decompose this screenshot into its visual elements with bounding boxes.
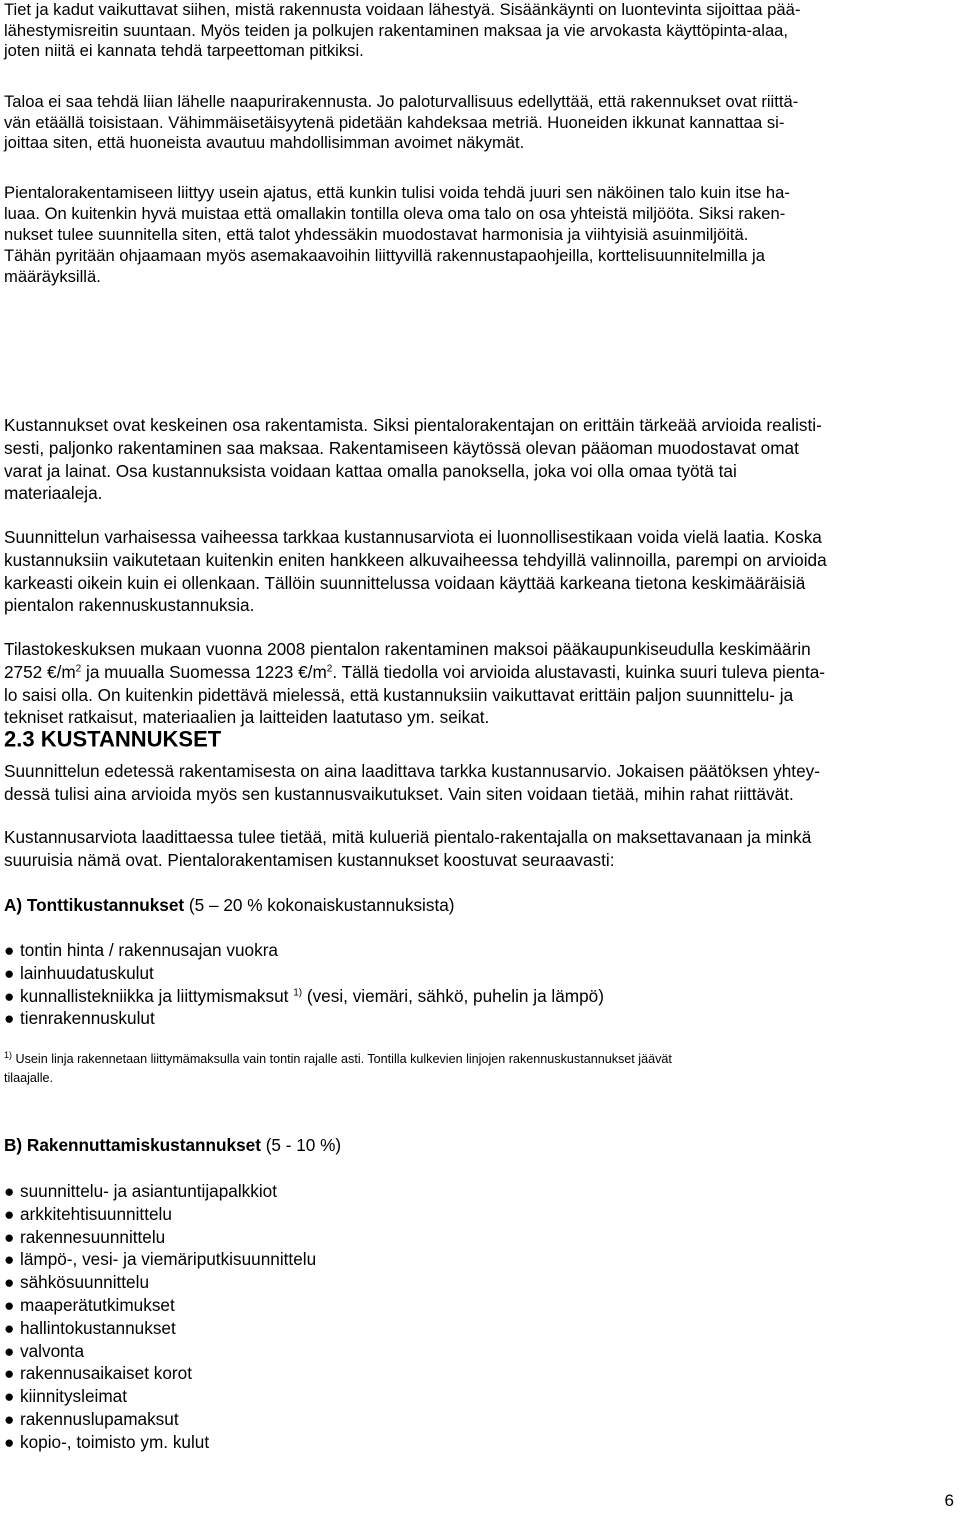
- bullet-icon: ●: [4, 1203, 15, 1224]
- list-item-label: tienrakennuskulut: [20, 1008, 155, 1029]
- section-heading: 2.3 KUSTANNUKSET: [4, 726, 222, 752]
- list-item: [4, 1203, 316, 1226]
- text-line: dessä tulisi aina arvioida myös sen kustannusvaikutukset. Vain siten voidaan tietää, mihin rahat riittävät.: [4, 783, 794, 804]
- section-b-note: (5 - 10 %): [260, 1135, 342, 1155]
- text-line: joten niitä ei kannata tehdä tarpeettoman pitkiksi.: [4, 41, 364, 61]
- paragraph-accurate-estimate: [4, 760, 820, 806]
- list-item-label: sähkösuunnittelu: [20, 1272, 149, 1293]
- section-a-heading: [4, 894, 455, 917]
- list-item-label: rakennuslupamaksut: [20, 1408, 179, 1429]
- text-line: joittaa siten, että huoneista avautuu mahdollisimman avoimet näkymät.: [4, 133, 525, 153]
- superscript: 2: [75, 663, 82, 675]
- list-item: [4, 1294, 316, 1317]
- paragraph-costs-intro: [4, 414, 822, 505]
- price-capital: 2752 €/m: [4, 661, 76, 682]
- section-b-title: B) Rakennuttamiskustannukset: [4, 1135, 261, 1155]
- list-item-label: rakennesuunnittelu: [20, 1226, 166, 1247]
- list-item-label: arkkitehtisuunnittelu: [20, 1203, 172, 1224]
- text-line: Tähän pyritään ohjaamaan myös asemakaavoihin liittyvillä rakennustapaohjeilla, korttelisuunnitelmilla ja: [4, 246, 765, 265]
- list-item: [4, 1007, 604, 1030]
- section-b-list: [4, 1180, 316, 1454]
- section-b-heading: [4, 1134, 341, 1157]
- section-a-note: (5 – 20 % kokonaiskustannuksista): [184, 895, 455, 915]
- list-item-label: valvonta: [20, 1340, 85, 1361]
- text-line: määräyksillä.: [4, 267, 101, 286]
- footnote-text: tilaajalle.: [4, 1071, 54, 1085]
- text-span: ja muualla Suomessa 1223 €/m: [81, 661, 327, 682]
- text-line: Pientalorakentamiseen liittyy usein ajatus, että kunkin tulisi voida tehdä juuri sen näköinen talo kuin itse ha-: [4, 183, 790, 202]
- list-item-label: lämpö-, vesi- ja viemäriputkisuunnittelu: [20, 1249, 317, 1270]
- list-item: [4, 1226, 316, 1249]
- text-span: . Tällä tiedolla voi arvioida alustavasti, kuinka suuri tuleva pienta-: [332, 661, 825, 682]
- text-line: vän etäällä toisistaan. Vähimmäisetäisyytenä pidetään kahdeksaa metriä. Huoneiden ikkunat kannattaa si-: [4, 112, 785, 132]
- text-line: luaa. On kuitenkin hyvä muistaa että omallakin tontilla oleva oma talo on osa yhteistä miljööta. Siksi raken-: [4, 204, 786, 223]
- paragraph-access: [4, 0, 800, 62]
- list-item-label: hallintokustannukset: [20, 1317, 176, 1338]
- bullet-icon: ●: [4, 1249, 15, 1270]
- paragraph-harmony: [4, 182, 790, 287]
- list-item-label: (vesi, viemäri, sähkö, puhelin ja lämpö): [302, 985, 604, 1006]
- text-line: varat ja lainat. Osa kustannuksista voidaan kattaa omalla panoksella, joka voi olla omaa työtä tai: [4, 460, 737, 481]
- list-item: [4, 1340, 316, 1363]
- list-item: [4, 1408, 316, 1431]
- page-number: 6: [944, 1491, 954, 1510]
- text-line: [4, 661, 825, 684]
- bullet-icon: ●: [4, 1317, 15, 1338]
- text-line: Suunnittelun varhaisessa vaiheessa tarkkaa kustannusarviota ei luonnollisestikaan voida vielä laatia. Koska: [4, 527, 822, 547]
- bullet-icon: ●: [4, 1431, 15, 1452]
- list-item-label: kunnallistekniikka ja liittymismaksut: [20, 985, 294, 1006]
- list-item-label: lainhuudatuskulut: [20, 962, 154, 983]
- bullet-icon: ●: [4, 1181, 15, 1201]
- list-item-label: tontin hinta / rakennusajan vuokra: [20, 940, 278, 960]
- bullet-icon: ●: [4, 940, 15, 960]
- list-item-label: kiinnitysleimat: [20, 1386, 127, 1407]
- text-line: nukset tulee suunnitella siten, että talot yhdessäkin muodostavat harmonisia ja viihtyisiä asuinmiljöitä.: [4, 225, 749, 244]
- list-item-label: maaperätutkimukset: [20, 1294, 175, 1315]
- text-line: Kustannusarviota laadittaessa tulee tietää, mitä kulueriä pientalo-rakentajalla on maksettavanaan ja minkä: [4, 827, 812, 847]
- list-item: [4, 1248, 316, 1271]
- section-a-list: [4, 939, 604, 1030]
- list-item: [4, 1180, 316, 1203]
- paragraph-statistics: [4, 638, 825, 729]
- text-line: Taloa ei saa tehdä liian lähelle naapurirakennusta. Jo paloturvallisuus edellyttää, että rakennukset ovat riittä-: [4, 92, 799, 111]
- bullet-icon: ●: [4, 1272, 15, 1293]
- footnote-ref: 1): [293, 986, 303, 998]
- list-item: [4, 1317, 316, 1340]
- list-item: [4, 1385, 316, 1408]
- list-item-label: kopio-, toimisto ym. kulut: [20, 1431, 210, 1452]
- text-line: lähestymisreitin suuntaan. Myös teiden ja polkujen rakentaminen maksaa ja vie arvokasta käyttöpinta-alaa,: [4, 20, 789, 40]
- text-line: suuruisia nämä ovat. Pientalorakentamisen kustannukset koostuvat seuraavasti:: [4, 849, 615, 870]
- bullet-icon: ●: [4, 1408, 15, 1429]
- text-line: karkeasti oikein kuin ei ollenkaan. Tällöin suunnittelussa voidaan käyttää karkeana tietona keskimääräisiä: [4, 572, 806, 593]
- text-line: pientalon rakennuskustannuksia.: [4, 595, 255, 616]
- text-line: Kustannukset ovat keskeinen osa rakentamista. Siksi pientalorakentajan on erittäin tärkeää arvioida realisti-: [4, 415, 822, 435]
- footnote-text: Usein linja rakennetaan liittymämaksulla vain tontin rajalle asti. Tontilla kulkevien linjojen rakennuskustannukset jäävät: [12, 1052, 672, 1066]
- list-item: [4, 1431, 316, 1454]
- paragraph-neighbour-distance: [4, 92, 798, 154]
- paragraph-early-estimate: [4, 526, 827, 617]
- bullet-icon: ●: [4, 1226, 15, 1247]
- text-line: Tiet ja kadut vaikuttavat siihen, mistä rakennusta voidaan lähestyä. Sisäänkäynti on luontevinta sijoittaa pää-: [4, 0, 801, 19]
- list-item-label: rakennusaikaiset korot: [20, 1363, 192, 1384]
- footnote: [4, 1050, 672, 1088]
- bullet-icon: ●: [4, 1363, 15, 1384]
- text-line: tekniset ratkaisut, materiaalien ja laitteiden laatutaso ym. seikat.: [4, 707, 490, 728]
- text-line: Suunnittelun edetessä rakentamisesta on aina laadittava tarkka kustannusarvio. Jokaisen päätöksen yhtey-: [4, 761, 820, 781]
- list-item: [4, 1271, 316, 1294]
- text-line: sesti, paljonko rakentaminen saa maksaa. Rakentamiseen käytössä olevan pääoman muodostavat omat: [4, 437, 799, 458]
- list-item-label: suunnittelu- ja asiantuntijapalkkiot: [20, 1181, 278, 1201]
- footnote-mark: 1): [4, 1049, 13, 1060]
- paragraph-cost-items: [4, 826, 811, 872]
- bullet-icon: ●: [4, 1008, 15, 1029]
- footnote-line: [4, 1069, 672, 1088]
- text-line: kustannuksiin vaikutetaan kuitenkin eniten hankkeen alkuvaiheessa tehdyillä valinnoilla, parempi on arvioida: [4, 549, 827, 570]
- bullet-icon: ●: [4, 985, 15, 1006]
- list-item: [4, 939, 604, 962]
- section-a-title: A) Tonttikustannukset: [4, 895, 185, 915]
- text-line: lo saisi olla. On kuitenkin pidettävä mielessä, että kustannuksiin vaikuttavat erittäin paljon suunnittelu- ja: [4, 684, 794, 705]
- superscript: 2: [326, 663, 333, 675]
- list-item: [4, 962, 604, 985]
- bullet-icon: ●: [4, 1340, 15, 1361]
- text-line: Tilastokeskuksen mukaan vuonna 2008 pientalon rakentaminen maksoi pääkaupunkiseudulla keskimäärin: [4, 639, 811, 659]
- list-item: [4, 1362, 316, 1385]
- bullet-icon: ●: [4, 962, 15, 983]
- list-item: [4, 985, 604, 1008]
- footnote-line: [4, 1050, 672, 1069]
- text-line: materiaaleja.: [4, 483, 103, 504]
- bullet-icon: ●: [4, 1294, 15, 1315]
- bullet-icon: ●: [4, 1386, 15, 1407]
